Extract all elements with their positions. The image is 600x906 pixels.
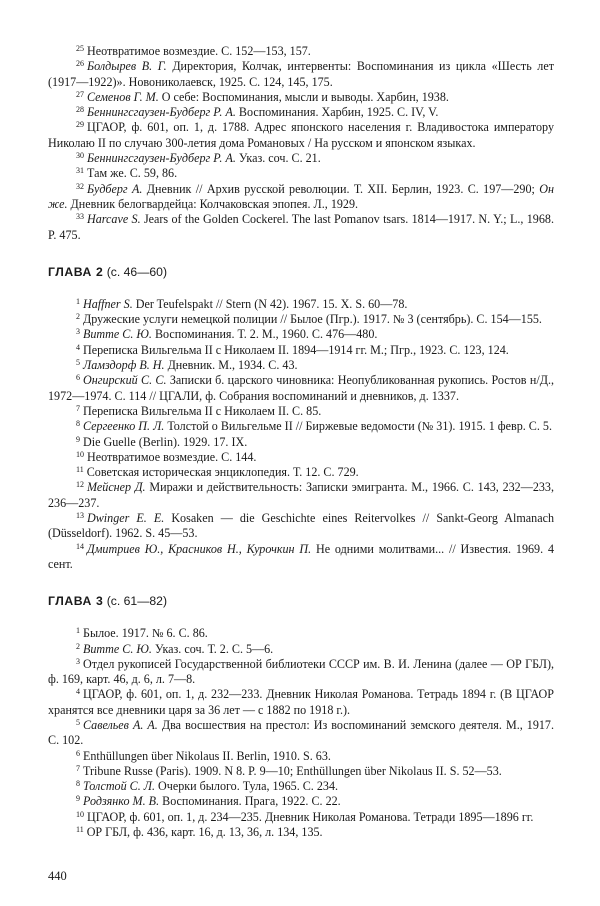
footnote-text: Воспоминания. Прага, 1922. С. 22. <box>162 794 341 809</box>
footnote-text: О себе: Воспоминания, мысли и выводы. Харбин, 1938. <box>161 89 449 104</box>
footnote-text: Воспоминания. Харбин, 1925. С. IV, V. <box>238 105 439 120</box>
footnote <box>48 343 554 358</box>
footnote-number: 10 <box>76 809 84 819</box>
footnote-number: 3 <box>76 327 80 337</box>
footnote <box>48 182 554 213</box>
footnote-author: Он же. <box>48 181 554 211</box>
footnote-text: Директория, Колчак, интервенты: Воспоминания из цикла «Шесть лет (1917—1922)». Новониколаевск, 1925. С. 124, 145, 175. <box>48 59 554 89</box>
footnote <box>48 404 554 419</box>
footnote-text: Der Teufelspakt // Stern (N 42). 1967. 15. X. S. 60—78. <box>135 296 408 311</box>
footnote-number: 8 <box>76 779 80 789</box>
footnote <box>48 435 554 450</box>
footnote-number: 8 <box>76 419 80 429</box>
footnote <box>48 642 554 657</box>
footnote <box>48 120 554 151</box>
footnote-text: Советская историческая энциклопедия. Т. 12. С. 729. <box>86 465 359 480</box>
footnote-text: Неотвратимое возмездие. С. 152—153, 157. <box>87 44 311 58</box>
footnote <box>48 480 554 511</box>
footnote-text: Die Guelle (Berlin). 1929. 17. IX. <box>83 434 248 449</box>
footnote-text: Дневник. М., 1934. С. 43. <box>167 358 298 373</box>
footnote <box>48 312 554 327</box>
footnote-number: 1 <box>76 626 80 636</box>
footnote-text: Там же. С. 59, 86. <box>87 166 178 181</box>
footnote-author: Толстой С. Л. <box>83 779 156 794</box>
footnote-author: Haffner S. <box>83 296 133 311</box>
footnote-number: 1 <box>76 296 80 306</box>
footnote-text: Указ. соч. С. 21. <box>238 151 321 166</box>
footnote <box>48 511 554 542</box>
footnote-author: Родзянко М. В. <box>83 794 160 809</box>
notes-ch2-list <box>48 297 554 572</box>
footnote-author: Harcave S. <box>87 212 141 227</box>
footnote <box>48 542 554 573</box>
footnote-number: 2 <box>76 312 80 322</box>
footnote <box>48 626 554 641</box>
footnote-number: 5 <box>76 717 80 727</box>
footnote <box>48 59 554 90</box>
footnote <box>48 297 554 312</box>
footnote <box>48 151 554 166</box>
footnote-text: ЦГАОР, ф. 601, оп. 1, д. 234—235. Дневник Николая Романова. Тетради 1895—1896 гг. <box>87 809 534 824</box>
footnote <box>48 419 554 434</box>
footnote-text: Записки б. царского чиновника: Неопубликованная рукопись. Ростов н/Д., 1972—1974. С. 114 // ЦГАЛИ, ф. Собрания воспоминаний и дневников, д. 1337. <box>48 373 554 403</box>
footnote-number: 4 <box>76 687 80 697</box>
chapter-2-heading <box>48 265 554 280</box>
chapter-3-heading <box>48 594 554 609</box>
footnote-text: Отдел рукописей Государственной библиотеки СССР им. В. И. Ленина (далее — ОР ГБЛ), ф. 169, карт. 46, д. 6, л. 7—8. <box>48 656 554 687</box>
footnote-text: ОР ГБЛ, ф. 436, карт. 16, д. 13, 36, л. 134, 135. <box>86 825 323 840</box>
footnote-number: 28 <box>76 105 84 115</box>
footnote-number: 6 <box>76 748 80 758</box>
footnote <box>48 749 554 764</box>
footnote-text: Два восшествия на престол: Из воспоминаний земского деятеля. М., 1917. С. 102. <box>48 717 554 748</box>
chapter-2-range: (с. 46—60) <box>106 264 168 279</box>
footnote-text: Воспоминания. Т. 2. М., 1960. С. 476—480. <box>154 327 378 342</box>
footnote-author: Dwinger E. E. <box>87 511 165 526</box>
footnote-author: Будберг А. <box>87 181 143 196</box>
footnote-author: Мейснер Д. <box>87 480 146 495</box>
footnote-number: 32 <box>76 181 84 191</box>
footnote-author: Семенов Г. М. <box>87 89 159 104</box>
footnote-number: 27 <box>76 89 84 99</box>
footnote <box>48 105 554 120</box>
chapter-2-title: ГЛАВА 2 <box>48 264 104 279</box>
footnote-text: Дружеские услуги немецкой полиции // Былое (Пгр.). 1917. № 3 (сентябрь). С. 154—155. <box>83 312 542 327</box>
footnote-author: Сергеенко П. Л. <box>83 419 165 434</box>
footnote <box>48 166 554 181</box>
footnote <box>48 44 554 59</box>
footnote-text: Tribune Russe (Paris). 1909. N 8. P. 9—10; Enthüllungen über Nikolaus II. S. 52—53. <box>83 763 502 778</box>
footnote-text: Дневник // Архив русской революции. Т. XII. Берлин, 1923. С. 197—290; <box>146 181 535 196</box>
footnote <box>48 327 554 342</box>
footnote-text: ЦГАОР, ф. 601, оп. 1, д. 232—233. Дневник Николая Романова. Тетрадь 1894 г. (В ЦГАОР хранятся все дневники царя за 36 лет — с 1882 по 1918 г.). <box>48 687 554 717</box>
footnote-number: 7 <box>76 763 80 773</box>
chapter-3-title: ГЛАВА 3 <box>48 594 104 609</box>
footnote-number: 11 <box>76 465 84 475</box>
notes-top-list <box>48 44 554 243</box>
footnote-number: 6 <box>76 373 80 383</box>
footnote-text: Jears of the Golden Cockerel. The last Pomanov tsars. 1814—1917. N. Y.; L., 1968. P. 475. <box>48 212 554 242</box>
footnote <box>48 465 554 480</box>
chapter-3-range: (с. 61—82) <box>106 594 168 609</box>
footnote-author: Витте С. Ю. <box>83 641 152 656</box>
footnote-text: Enthüllungen über Nikolaus II. Berlin, 1910. S. 63. <box>83 748 331 763</box>
footnote-number: 2 <box>76 641 80 651</box>
footnote <box>48 794 554 809</box>
footnote-text: Переписка Вильгельма II с Николаем II. С. 85. <box>83 403 322 418</box>
footnote-text: Очерки былого. Тула, 1965. С. 234. <box>158 779 339 794</box>
footnote-number: 4 <box>76 342 80 352</box>
notes-ch3-list <box>48 626 554 840</box>
footnote-author: Болдырев В. Г. <box>87 59 167 74</box>
footnote-author: Савельев А. А. <box>83 717 158 732</box>
footnote-author: Онгирский С. С. <box>83 373 167 388</box>
footnote-author: Беннингсгаузен-Будберг Р. А. <box>87 151 236 166</box>
footnote-author: Беннингсгаузен-Будберг Р. А. <box>87 105 236 120</box>
footnote-number: 13 <box>76 511 84 521</box>
footnote-text: Миражи и действительность: Записки эмигранта. М., 1966. С. 143, 232—233, 236—237. <box>48 480 554 510</box>
footnote-number: 9 <box>76 794 80 804</box>
footnote-number: 10 <box>76 449 84 459</box>
footnote-number: 12 <box>76 480 84 490</box>
footnote-number: 33 <box>76 212 84 222</box>
footnote <box>48 212 554 243</box>
footnote-text: Неотвратимое возмездие. С. 144. <box>87 449 257 464</box>
footnote-number: 29 <box>76 120 84 130</box>
footnote <box>48 718 554 749</box>
footnote-text: Переписка Вильгельма II с Николаем II. 1894—1914 гг. М.; Пгр., 1923. С. 123, 124. <box>83 342 509 357</box>
footnote-author: Дмитриев Ю., Красников Н., Курочкин П. <box>87 541 312 556</box>
footnote <box>48 687 554 718</box>
footnote <box>48 779 554 794</box>
footnote-number: 26 <box>76 59 84 69</box>
footnote-number: 9 <box>76 434 80 444</box>
footnote <box>48 825 554 840</box>
footnote-text: Указ. соч. Т. 2. С. 5—6. <box>154 641 274 656</box>
footnote-number: 31 <box>76 166 84 176</box>
footnote-number: 11 <box>76 825 84 835</box>
page-number: 440 <box>48 869 67 883</box>
footnote-text: ЦГАОР, ф. 601, оп. 1, д. 1788. Адрес японского населения г. Владивостока императору Николаю II по случаю 300-летия дома Романовых / На русском и японском языках. <box>48 120 554 150</box>
footnote-number: 3 <box>76 656 80 666</box>
footnote-text: Дневник белогвардейца: Колчаковская эпопея. Л., 1929. <box>70 196 359 211</box>
footnote-number: 30 <box>76 151 84 161</box>
footnote-number: 7 <box>76 403 80 413</box>
footnote <box>48 657 554 688</box>
footnote-number: 25 <box>76 44 84 53</box>
footnote <box>48 90 554 105</box>
footnote-number: 5 <box>76 358 80 368</box>
footnote-text: Kosaken — die Geschichte eines Reitervolkes // Sankt-Georg Almanach (Düsseldorf). 1962. S. 45—53. <box>48 511 554 541</box>
footnote-text: Не одними молитвами... // Известия. 1969. 4 сент. <box>48 541 554 571</box>
footnote <box>48 764 554 779</box>
footnote-author: Витте С. Ю. <box>83 327 152 342</box>
footnote <box>48 810 554 825</box>
footnote <box>48 450 554 465</box>
footnote-author: Ламздорф В. Н. <box>83 358 165 373</box>
footnote-text: Толстой о Вильгельме II // Биржевые ведомости (№ 31). 1915. 1 февр. С. 5. <box>167 419 552 434</box>
footnote-number: 14 <box>76 541 84 551</box>
footnote <box>48 373 554 404</box>
footnote <box>48 358 554 373</box>
footnote-text: Былое. 1917. № 6. С. 86. <box>83 626 208 641</box>
